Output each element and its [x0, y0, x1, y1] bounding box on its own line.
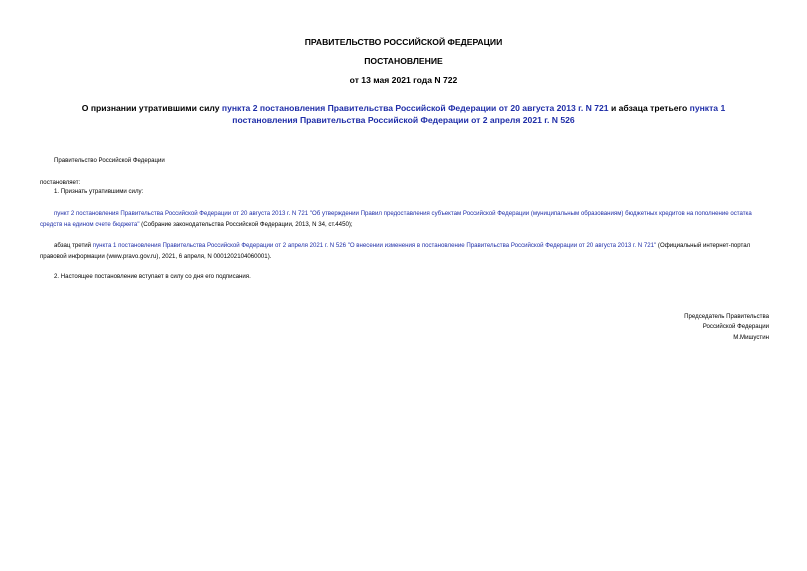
paragraph-1-citation: (Собрание законодательства Российской Федерации, 2013, N 34, ст.4450); — [139, 221, 353, 228]
paragraph-1-link[interactable]: пункт 2 постановления Правительства Российской Федерации от 20 августа 2013 г. N 721 "Об утверждении Правил предоставления субъектам Российской Федерации (муниципальным образованиям) бюджетных кредитов на пополнение остатка средств на едином счете бюджета" — [40, 210, 752, 228]
signature-name: М.Мишустин — [733, 334, 769, 341]
document-title — [60, 102, 747, 126]
repealed-paragraph-2 — [40, 240, 770, 262]
resolves-text: постановляет: — [40, 179, 81, 186]
signature-title-line-2: Российской Федерации — [702, 323, 769, 330]
paragraph-2-prefix: абзац третий — [54, 242, 93, 249]
item-2-text: 2. Настоящее постановление вступает в силу со дня его подписания. — [54, 273, 251, 280]
title-link-1[interactable]: пункта 2 постановления Правительства Российской Федерации от 20 августа 2013 г. N 721 — [221, 103, 609, 113]
signature-title-line-1: Председатель Правительства — [684, 313, 769, 320]
item-1-text: 1. Признать утратившими силу: — [54, 188, 144, 195]
document-date-number: от 13 мая 2021 года N 722 — [349, 75, 458, 85]
government-heading: ПРАВИТЕЛЬСТВО РОССИЙСКОЙ ФЕДЕРАЦИИ — [304, 37, 503, 47]
title-link-2[interactable]: пункта 1 постановления Правительства Российской Федерации от 2 апреля 2021 г. N 526 — [232, 103, 726, 125]
repealed-paragraph-1 — [40, 208, 770, 230]
paragraph-2-citation: (Официальный интернет-портал правовой информации (www.pravo.gov.ru), 2021, 6 апреля, N 0001202104060001). — [40, 242, 751, 260]
intro-text: Правительство Российской Федерации — [54, 157, 165, 164]
title-text-part1: О признании утратившими силу — [81, 103, 222, 113]
title-text-part2: и абзаца третьего — [608, 103, 690, 113]
paragraph-2-link[interactable]: пункта 1 постановления Правительства Российской Федерации от 2 апреля 2021 г. N 526 "О внесении изменения в постановление Правительства Российской Федерации от 20 августа 2013 г. N 721" — [92, 242, 657, 249]
document-type-heading: ПОСТАНОВЛЕНИЕ — [364, 56, 443, 66]
